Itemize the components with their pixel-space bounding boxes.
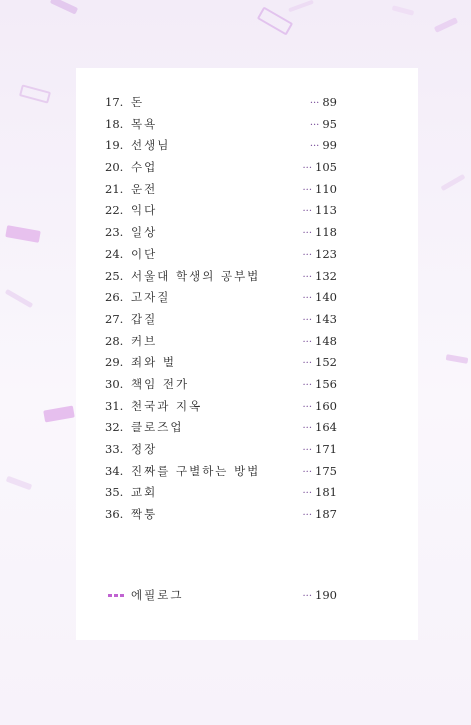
toc-entry-title: 교회 — [131, 485, 158, 500]
toc-entry-number: 21. — [105, 181, 124, 196]
toc-entry-number: 36. — [105, 507, 124, 522]
toc-entry-page: 123 — [315, 246, 337, 261]
toc-entry-page: 132 — [315, 268, 337, 283]
toc-entry-number: 20. — [105, 160, 124, 175]
toc-entry-number: 18. — [105, 116, 124, 131]
toc-entry[interactable] — [105, 482, 337, 504]
toc-leader: ··· — [302, 401, 313, 413]
toc-leader: ··· — [302, 379, 313, 391]
toc-entry[interactable] — [105, 374, 337, 396]
toc-entry-title: 진짜를 구별하는 방법 — [131, 463, 261, 478]
toc-entry[interactable] — [105, 331, 337, 353]
toc-entry-page: 95 — [322, 116, 337, 131]
toc-entry-number: 19. — [105, 138, 124, 153]
toc-entry-title: 정장 — [131, 442, 158, 456]
toc-entry[interactable] — [105, 179, 337, 201]
toc-entry-title: 책임 전가 — [131, 376, 190, 391]
toc-leader: ··· — [302, 466, 313, 478]
toc-entry-page: 181 — [315, 485, 337, 500]
toc-entry[interactable] — [105, 396, 337, 418]
toc-entry-number: 17. — [105, 95, 124, 109]
toc-entry-title: 선생님 — [131, 138, 171, 153]
toc-leader: ··· — [302, 445, 313, 456]
toc-entry-title: 수업 — [131, 160, 158, 175]
toc-entry-title: 고자질 — [131, 290, 171, 305]
toc-entry-page: 175 — [315, 463, 337, 478]
epilogue-page: 190 — [315, 588, 337, 602]
toc-entry-number: 32. — [105, 420, 124, 435]
toc-entry-number: 34. — [105, 463, 124, 478]
toc-entry-number: 33. — [105, 442, 124, 456]
toc-entry-number: 25. — [105, 268, 124, 283]
toc-entry-number: 29. — [105, 355, 124, 370]
toc-entry[interactable] — [105, 287, 337, 309]
toc-entry[interactable] — [105, 222, 337, 244]
toc-entry-title: 익다 — [131, 203, 158, 218]
table-of-contents — [105, 92, 337, 526]
toc-entry[interactable] — [105, 92, 337, 114]
toc-entry-number: 30. — [105, 376, 124, 391]
toc-entry-title: 일상 — [131, 225, 158, 240]
toc-entry-title: 천국과 지옥 — [131, 398, 203, 413]
toc-leader: ··· — [302, 163, 313, 175]
toc-entry-page: 118 — [315, 225, 337, 240]
toc-leader: ··· — [302, 423, 313, 435]
toc-entry-page: 148 — [315, 333, 337, 348]
toc-entry[interactable] — [105, 504, 337, 526]
toc-entry[interactable] — [105, 309, 337, 331]
toc-entry[interactable] — [105, 200, 337, 222]
toc-entry-page: 110 — [315, 181, 337, 196]
toc-entry-page: 152 — [315, 355, 337, 370]
toc-leader: ··· — [309, 141, 320, 153]
toc-leader: ··· — [302, 488, 313, 500]
epilogue-marker — [108, 594, 130, 597]
toc-entry-title: 돈 — [131, 95, 145, 109]
toc-leader: ··· — [302, 358, 313, 370]
toc-entry[interactable] — [105, 157, 337, 179]
toc-entry-title: 서울대 학생의 공부법 — [131, 268, 261, 283]
toc-entry[interactable] — [105, 244, 337, 266]
toc-leader: ··· — [302, 293, 313, 305]
toc-entry-title: 짝퉁 — [131, 507, 158, 522]
toc-entry-title: 목욕 — [131, 116, 158, 131]
toc-leader: ··· — [309, 119, 320, 131]
toc-leader: ··· — [309, 98, 320, 109]
toc-entry-page: 89 — [322, 95, 337, 109]
toc-entry-title: 이단 — [131, 246, 158, 261]
toc-epilogue-entry[interactable] — [105, 585, 337, 605]
toc-entry-page: 171 — [315, 442, 337, 456]
toc-entry-page: 187 — [315, 507, 337, 522]
toc-entry-number: 27. — [105, 311, 124, 326]
toc-entry[interactable] — [105, 417, 337, 439]
toc-entry-page: 156 — [315, 376, 337, 391]
toc-leader: ··· — [302, 184, 313, 196]
toc-leader: ··· — [302, 591, 313, 602]
toc-entry[interactable] — [105, 114, 337, 136]
toc-entry-number: 31. — [105, 398, 124, 413]
toc-entry-page: 143 — [315, 311, 337, 326]
toc-entry-page: 113 — [315, 203, 337, 218]
toc-entry-title: 죄와 벌 — [131, 355, 176, 370]
toc-entry-number: 26. — [105, 290, 124, 305]
toc-entry-title: 운전 — [131, 181, 158, 196]
epilogue-title: 에필로그 — [131, 588, 184, 602]
toc-leader: ··· — [302, 271, 313, 283]
toc-leader: ··· — [302, 249, 313, 261]
toc-entry-page: 160 — [315, 398, 337, 413]
toc-leader: ··· — [302, 314, 313, 326]
toc-leader: ··· — [302, 228, 313, 240]
toc-entry-number: 28. — [105, 333, 124, 348]
toc-leader: ··· — [302, 336, 313, 348]
toc-leader: ··· — [302, 510, 313, 522]
toc-entry[interactable] — [105, 461, 337, 483]
toc-entry-page: 105 — [315, 160, 337, 175]
toc-entry[interactable] — [105, 439, 337, 461]
toc-entry-page: 164 — [315, 420, 337, 435]
toc-entry-title: 클로즈업 — [131, 420, 184, 435]
toc-entry-number: 35. — [105, 485, 124, 500]
toc-entry[interactable] — [105, 135, 337, 157]
toc-entry-number: 22. — [105, 203, 124, 218]
toc-entry-number: 24. — [105, 246, 124, 261]
toc-entry-number: 23. — [105, 225, 124, 240]
toc-entry-page: 140 — [315, 290, 337, 305]
toc-entry-title: 커브 — [131, 333, 158, 348]
toc-entry-page: 99 — [322, 138, 337, 153]
toc-entry[interactable] — [105, 352, 337, 374]
toc-entry-title: 갑질 — [131, 311, 158, 326]
toc-leader: ··· — [302, 206, 313, 218]
toc-entry[interactable] — [105, 266, 337, 288]
